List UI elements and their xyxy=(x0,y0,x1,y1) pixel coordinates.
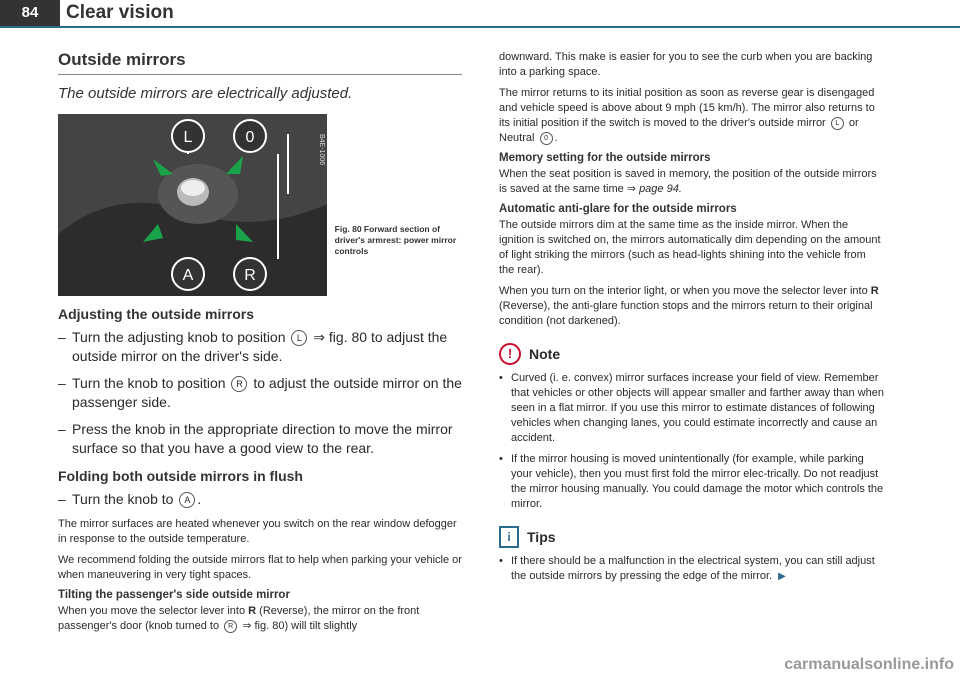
adjust-step-2-text: Turn the knob to position xyxy=(72,375,226,391)
mirror-controls-figure xyxy=(58,114,327,296)
folding-step: – Turn the knob to A . xyxy=(58,491,202,507)
page-number: 84 xyxy=(0,0,60,26)
memory-text: When the seat position is saved in memory, the position of the outside mirrors is saved at the same time ⇒ xyxy=(499,168,877,195)
position-r-symbol: R xyxy=(231,376,247,392)
note-bullet-2: • If the mirror housing is moved unintentionally (for example, while parking your vehicle), then you must first fold the mirror elec-trically. Do not readjust the mirror housing manually. You could damage the motor which controls the mirror. xyxy=(499,453,884,510)
memory-paragraph xyxy=(499,167,884,197)
adjust-step-3-text: Press the knob in the appropriate direction to move the mirror surface so that you have a good view to the rear. xyxy=(72,421,453,456)
antiglare-title: Automatic anti-glare for the outside mirrors xyxy=(499,203,737,215)
adjust-step-2-text-b: to adjust the outside mirror on the passenger side. xyxy=(72,375,462,410)
position-a-symbol: A xyxy=(179,492,195,508)
folding-title: Folding both outside mirrors in flush xyxy=(58,468,303,484)
tilting-title: Tilting the passenger's side outside mirror xyxy=(58,589,290,601)
folding-step-end: . xyxy=(197,491,202,507)
left-column xyxy=(58,50,462,640)
info-icon: i xyxy=(499,526,519,548)
tips-bullet-1: • If there should be a malfunction in the electrical system, you can still adjust the outside mirrors by pressing the edge of the mirror. ▶ xyxy=(499,555,875,582)
adjusting-title: Adjusting the outside mirrors xyxy=(58,306,255,322)
continue-arrow-icon: ▶ xyxy=(778,571,786,582)
adjust-step-1-text: Turn the adjusting knob to position xyxy=(72,329,286,345)
header-rule xyxy=(0,26,960,28)
tips-title: Tips xyxy=(527,529,556,545)
antiglare-paragraph-1: The outside mirrors dim at the same time as the inside mirror. When the ignition is switched on, the mirrors automatically dim depending on the amount of light striking the mirrors (such as head-lights shining into the vehicle from the rear). xyxy=(499,219,881,276)
reverse-letter: R xyxy=(870,285,879,297)
warning-icon: ! xyxy=(499,343,521,365)
figure-caption: Fig. 80 Forward section of driver's armrest: power mirror controls xyxy=(334,224,457,256)
folding-step-text: Turn the knob to xyxy=(72,491,174,507)
section-subtitle: The outside mirrors are electrically adjusted. xyxy=(58,85,353,102)
note-title: Note xyxy=(529,346,561,362)
return-or-neutral: or Neutral xyxy=(499,117,859,144)
note-bullet-1-text: Curved (i. e. convex) mirror surfaces increase your field of view. Remember that vehicles or other objects will appear smaller and farther away than when seen in a flat mirror. If you use this mirror to estimate distances of following vehicles when changing lanes, you could estimate incorrectly and cause an accident. xyxy=(511,372,884,444)
tips-header xyxy=(499,526,884,548)
chapter-title: Clear vision xyxy=(66,2,174,23)
return-end: . xyxy=(554,132,558,144)
figure xyxy=(58,114,462,296)
page-reference-link[interactable]: page 94. xyxy=(639,183,682,195)
section-title: Outside mirrors xyxy=(58,50,186,69)
note-bullet-1: • Curved (i. e. convex) mirror surfaces increase your field of view. Remember that vehicles or other objects will appear smaller and farther away than when seen in a flat mirror. If you use this mirror to estimate distances of following vehicles when changing lanes, you could estimate incorrectly and cause an accident. xyxy=(499,372,884,444)
label-l: L xyxy=(183,129,193,146)
position-0-symbol: 0 xyxy=(540,132,553,145)
antiglare-text-a: When you turn on the interior light, or when you move the selector lever into xyxy=(499,285,868,297)
antiglare-text-b: (Reverse), the anti-glare function stops and the mirrors return to their original condition (not darkened). xyxy=(499,300,873,327)
return-text: The mirror returns to its initial position as soon as reverse gear is disengaged and vehicle speed is above about 9 mph (15 km/h). The mirror also returns to its initial position if the switch is moved to the driver's outside mirror xyxy=(499,87,875,129)
adjust-step-2: – Turn the knob to position R to adjust the outside mirror on the passenger side. xyxy=(58,375,462,410)
right-column xyxy=(499,50,884,590)
memory-title: Memory setting for the outside mirrors xyxy=(499,152,711,164)
watermark: carmanualsonline.info xyxy=(784,656,954,673)
tips-bullet-1-text: If there should be a malfunction in the electrical system, you can still adjust the outside mirrors by pressing the edge of the mirror. xyxy=(511,555,875,582)
antiglare-paragraph-2 xyxy=(499,284,884,329)
label-o: 0 xyxy=(245,129,255,146)
tilting-text-b: (Reverse), the mirror on the front passenger's door (knob turned to xyxy=(58,605,420,632)
note-bullet-2-text: If the mirror housing is moved unintentionally (for example, while parking your vehicle), then you must first fold the mirror elec-trically. Do not readjust the mirror housing manually. You could damage the motor which controls the mirror. xyxy=(511,453,884,510)
tilting-paragraph xyxy=(58,604,462,634)
heated-paragraph: The mirror surfaces are heated whenever you switch on the rear window defogger in response to the outside temperature. xyxy=(58,518,457,545)
position-r-symbol: R xyxy=(224,620,237,633)
adjust-step-1: – Turn the adjusting knob to position L ⇒ fig. 80 to adjust the outside mirror on the driver's side. xyxy=(58,329,448,364)
downward-paragraph: downward. This make is easier for you to see the curb when you are backing into a parking space. xyxy=(499,51,873,78)
position-l-symbol: L xyxy=(291,330,307,346)
label-r: R xyxy=(244,267,256,284)
section-rule xyxy=(58,74,462,75)
adjust-step-1-text-b: ⇒ fig. 80 to adjust the outside mirror on the driver's side. xyxy=(72,329,448,364)
tilting-text-c: ⇒ fig. 80) will tilt slightly xyxy=(242,620,358,632)
figure-code: B4E-1006 xyxy=(318,134,325,166)
folding-recommendation: We recommend folding the outside mirrors flat to help when parking your vehicle or when maneuvering in very tight spaces. xyxy=(58,554,462,581)
return-paragraph xyxy=(499,86,884,146)
adjust-step-3: – Press the knob in the appropriate direction to move the mirror surface so that you have a good view to the rear. xyxy=(58,420,462,458)
label-a: A xyxy=(182,267,194,284)
mirror-controls-illustration xyxy=(58,114,327,296)
note-header xyxy=(499,343,884,365)
position-l-symbol: L xyxy=(831,117,844,130)
reverse-letter: R xyxy=(248,605,257,617)
tilting-text-a: When you move the selector lever into xyxy=(58,605,246,617)
